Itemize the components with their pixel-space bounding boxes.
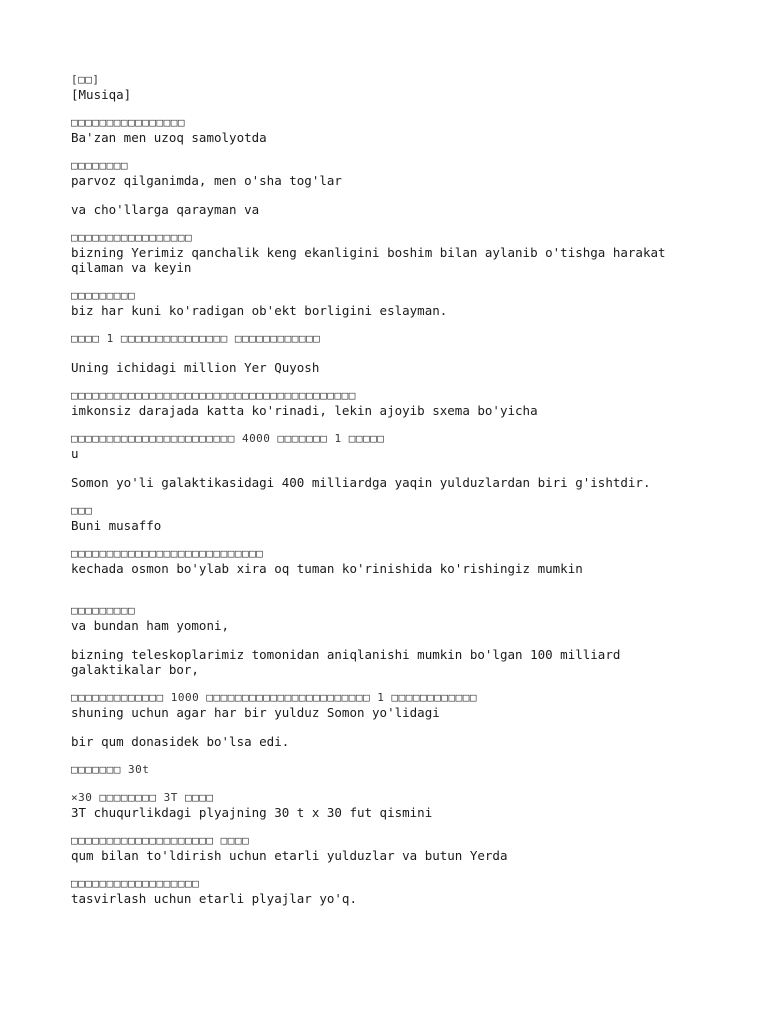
original-line: □□□□□□□□ [71, 159, 128, 172]
translation-line: parvoz qilganimda, men o'sha tog'lar [71, 173, 342, 188]
translation-line: qum bilan to'ldirish uchun etarli yulduzlar va butun Yerda [71, 848, 508, 863]
transcript-block [71, 332, 691, 346]
transcript-block [71, 389, 691, 418]
translation-line: kechada osmon bo'ylab xira oq tuman ko'rinishida ko'rishingiz mumkin [71, 561, 583, 576]
translation-line: u [71, 446, 79, 461]
translation-line: tasvirlash uchun etarli plyajlar yo'q. [71, 891, 357, 906]
translation-line: [Musiqa] [71, 87, 132, 102]
original-line: □□□□□□□□□ [71, 289, 136, 302]
original-line: □□□□□□□□□□□□□□□□□□□□□□□□□□□□□□□□□□□□□□□□ [71, 389, 356, 402]
translation-line: 3T chuqurlikdagi plyajning 30 t x 30 fut qismini [71, 805, 433, 820]
original-line: □□□□□□□□□□□□□□□□□□□□ □□□□ [71, 834, 250, 847]
original-line: ×30 □□□□□□□□ 3T □□□□ [71, 791, 214, 804]
original-line: □□□□□□□□□□□□□□□□ [71, 116, 185, 129]
translation-line: bir qum donasidek bo'lsa edi. [71, 734, 290, 749]
transcript-block [71, 734, 691, 749]
translation-line: bizning Yerimiz qanchalik keng ekanligini boshim bilan aylanib o'tishga harakat qilaman va keyin [71, 245, 674, 275]
original-line: □□□□□□□□□□□□□□□□□□ [71, 877, 200, 890]
original-line: □□□□ 1 □□□□□□□□□□□□□□□ □□□□□□□□□□□□ [71, 332, 321, 345]
original-line: [□□] [71, 73, 100, 86]
transcript-block [71, 475, 691, 490]
transcript-block [71, 504, 691, 533]
original-line: □□□□□□□□□□□□□ 1000 □□□□□□□□□□□□□□□□□□□□□□□ 1 □□□□□□□□□□□□ [71, 691, 477, 704]
transcript-block [71, 360, 691, 375]
translation-line: Buni musaffo [71, 518, 162, 533]
original-line: □□□□□□□□□□□□□□□□□□□□□□□ 4000 □□□□□□□ 1 □□□□□ [71, 432, 385, 445]
translation-line: shuning uchun agar har bir yulduz Somon yo'lidagi [71, 705, 440, 720]
transcript-block [71, 73, 691, 102]
transcript-block [71, 691, 691, 720]
transcript-block [71, 791, 691, 820]
transcript-block [71, 159, 691, 188]
transcript-block [71, 877, 691, 906]
transcript-block [71, 647, 691, 677]
transcript-block [71, 604, 691, 633]
transcript-document [71, 73, 691, 920]
translation-line: bizning teleskoplarimiz tomonidan aniqlanishi mumkin bo'lgan 100 milliard galaktikalar bor, [71, 647, 628, 677]
transcript-block [71, 116, 691, 145]
transcript-block [71, 202, 691, 217]
original-line: □□□□□□□ 30t [71, 763, 150, 776]
transcript-block [71, 432, 691, 461]
translation-line: va cho'llarga qarayman va [71, 202, 260, 217]
transcript-block [71, 834, 691, 863]
transcript-block [71, 547, 691, 576]
transcript-block [71, 231, 691, 275]
translation-line: Uning ichidagi million Yer Quyosh [71, 360, 320, 375]
original-line: □□□□□□□□□□□□□□□□□□□□□□□□□□□ [71, 547, 264, 560]
translation-line: imkonsiz darajada katta ko'rinadi, lekin ajoyib sxema bo'yicha [71, 403, 538, 418]
translation-line: va bundan ham yomoni, [71, 618, 230, 633]
translation-line: Somon yo'li galaktikasidagi 400 milliardga yaqin yulduzlardan biri g'ishtdir. [71, 475, 651, 490]
original-line: □□□□□□□□□□□□□□□□□ [71, 231, 193, 244]
original-line: □□□ [71, 504, 93, 517]
translation-line: biz har kuni ko'radigan ob'ekt borligini eslayman. [71, 303, 448, 318]
transcript-block [71, 289, 691, 318]
original-line: □□□□□□□□□ [71, 604, 136, 617]
translation-line: Ba'zan men uzoq samolyotda [71, 130, 267, 145]
transcript-block [71, 763, 691, 777]
